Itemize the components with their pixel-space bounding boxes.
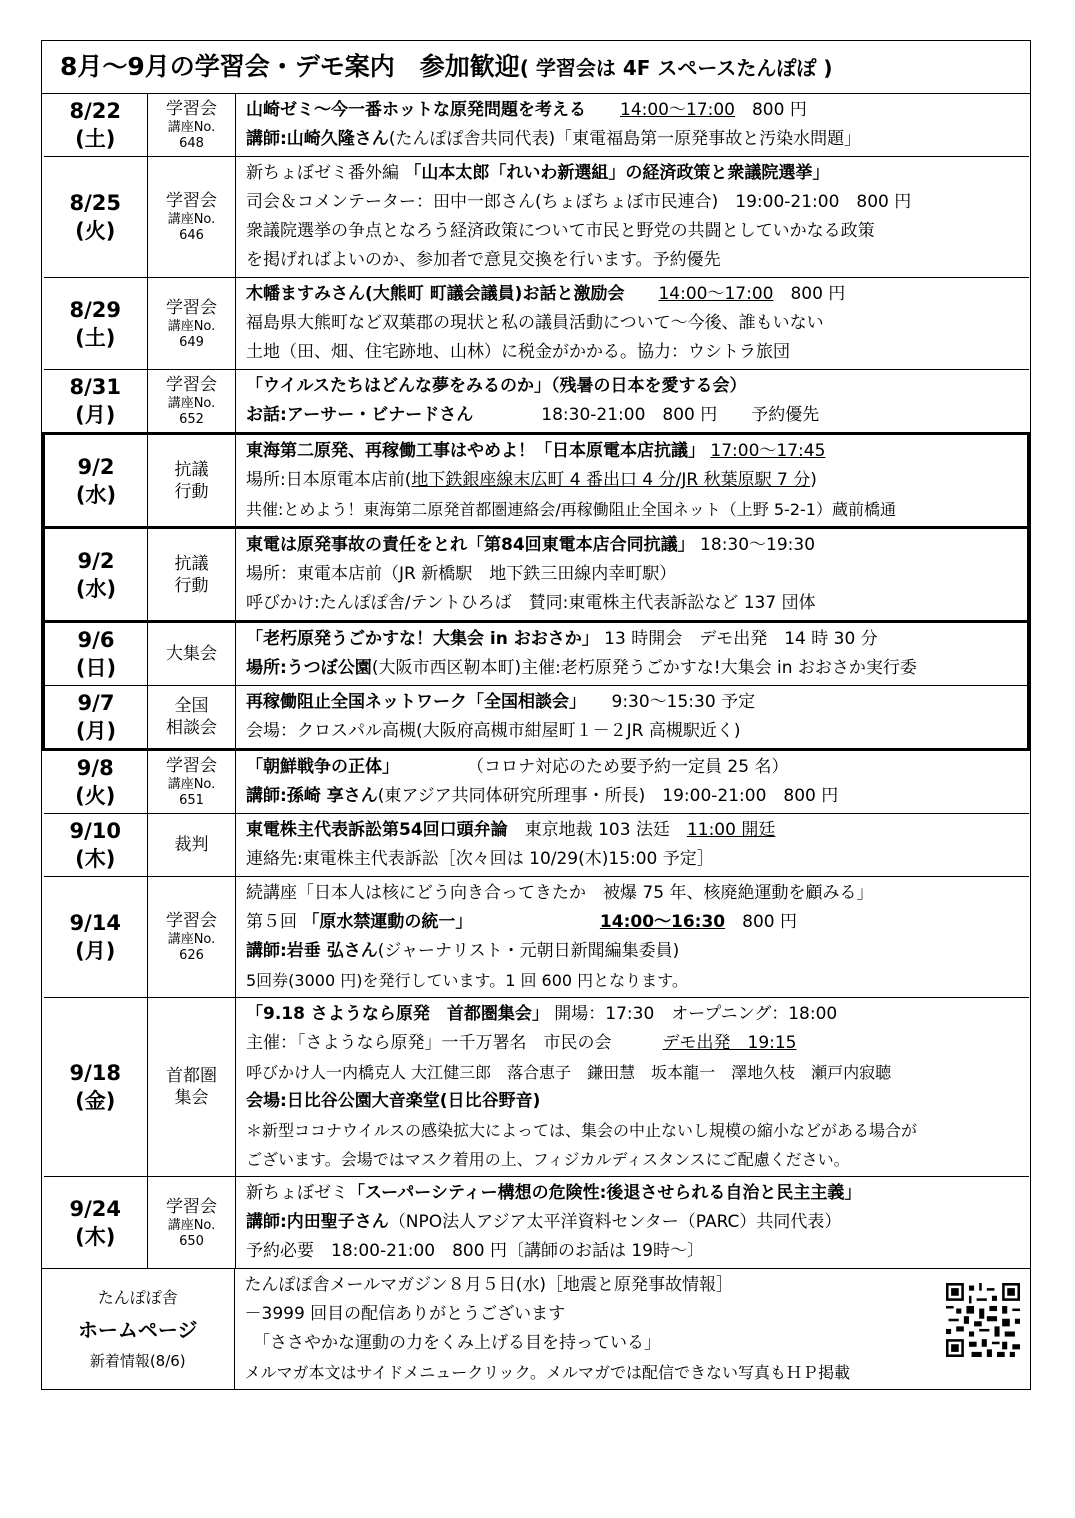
detail-text: 呼びかけ:たんぽぽ舎/テントひろば 賛同:東電株主代表訴訟など 137 団体 [246, 593, 816, 613]
day-of-week: (日) [75, 656, 117, 680]
detail-text: (ジャーナリスト・元朝日新聞編集委員) [377, 941, 680, 961]
detail-text: 地下鉄銀座線末広町 4 番出口 4 分/JR 秋葉原駅 7 分 [411, 470, 811, 490]
event-category [148, 750, 236, 814]
detail-text: 司会＆コメンテーター：田中一郎さん(ちょぼちょぼ市民連合) 19:00-21:00 800 円 [246, 192, 912, 212]
event-details [236, 877, 1029, 998]
detail-text: 講師:内田聖子さん [246, 1212, 389, 1232]
detail-text: 講師:山崎久隆さん [246, 129, 389, 149]
category-label: 学習会 [166, 99, 217, 119]
detail-text: 木幡ますみさん(大熊町 町議会議員)お話と激励会 [246, 284, 625, 304]
event-details [236, 998, 1029, 1177]
date-value: 9/6 [77, 628, 115, 652]
detail-text: (たんぽぽ舎共同代表)「東電福島第一原発事故と汚染水問題」 [388, 129, 862, 149]
detail-line [246, 1145, 1023, 1174]
day-of-week: (土) [75, 127, 116, 151]
event-row [44, 1177, 1029, 1269]
title-sub: ( 学習会は 4F スペースたんぽぽ ) [519, 56, 833, 80]
course-no: 648 [179, 136, 204, 151]
event-date [44, 877, 148, 998]
detail-text: 「朝鮮戦争の正体」 [246, 757, 391, 777]
event-category [148, 814, 236, 877]
event-category [148, 528, 236, 622]
day-of-week: (水) [75, 482, 117, 507]
course-no: 650 [179, 1233, 204, 1249]
event-category [148, 877, 236, 998]
event-date [44, 157, 148, 278]
detail-line [246, 1029, 1023, 1058]
detail-text: 9:30～15:30 予定 [577, 692, 756, 712]
course-no: 646 [179, 228, 204, 243]
event-details [236, 622, 1029, 686]
event-row [44, 814, 1029, 877]
detail-text: 「ウイルスたちはどんな夢をみるのか」（残暑の日本を愛する会） [246, 376, 747, 396]
detail-text: ) [810, 470, 817, 490]
detail-line [246, 1000, 1023, 1029]
event-details [236, 278, 1029, 370]
date-value: 9/2 [77, 548, 115, 573]
course-no-label: 講座No. [167, 932, 216, 947]
detail-text: 14:00～17:00 [620, 100, 735, 120]
detail-text: 17:00～17:45 [710, 441, 826, 461]
event-row [44, 434, 1029, 528]
event-date [44, 998, 148, 1177]
detail-text: 土地（田、畑、住宅跡地、山林）に税金がかかる。協力：ウシトラ旅団 [246, 342, 790, 362]
event-category [148, 686, 236, 750]
category-label: 裁判 [174, 835, 209, 855]
detail-line [246, 246, 1023, 275]
detail-line [246, 338, 1023, 367]
detail-line [246, 437, 1021, 466]
detail-text: 会場:日比谷公園大音楽堂(日比谷野音) [246, 1091, 541, 1111]
detail-text: 衆議院選挙の争点となろう経済政策について市民と野党の共闘としていかなる政策 [246, 221, 875, 241]
detail-text: 800 円 [725, 912, 797, 932]
day-of-week: (木) [75, 1224, 116, 1249]
event-details [236, 1177, 1029, 1269]
category-label: 全国 [174, 696, 209, 716]
event-category [148, 622, 236, 686]
detail-text: 「9.18 さようなら原発 首都圏集会」 [246, 1004, 549, 1024]
detail-line [246, 879, 1023, 908]
detail-text: 場所:うつぼ公園 [246, 658, 372, 678]
detail-text: 場所:日本原電本店前( [246, 470, 412, 490]
category-label-2: 相談会 [166, 718, 217, 738]
category-label: 学習会 [166, 756, 217, 776]
event-row [44, 750, 1029, 814]
detail-text: 山崎ゼミ～今一番ホットな原発問題を考える [246, 100, 586, 120]
detail-line [246, 560, 1021, 589]
event-details [236, 750, 1029, 814]
date-value: 9/8 [76, 756, 114, 780]
event-row [44, 528, 1029, 622]
detail-line [246, 782, 1023, 811]
detail-text: 開場：17:30 オープニング：18:00 [548, 1004, 838, 1024]
detail-text: (東アジア共同体研究所理事・所長) 19:00-21:00 800 円 [377, 786, 839, 806]
footer-news: 新着情報(8/6) [89, 1352, 186, 1370]
detail-line [246, 1179, 1023, 1208]
detail-line [246, 717, 1021, 746]
footer-table [42, 1268, 1030, 1389]
category-label: 学習会 [166, 375, 217, 395]
detail-text: 会場：クロスパル高槻(大阪府高槻市紺屋町１－２JR 高槻駅近く) [246, 721, 741, 741]
detail-text: 東電株主代表訴訟第54回口頭弁論 [246, 820, 508, 840]
course-no-label: 講座No. [167, 120, 216, 135]
mailmag-line: －3999 回目の配信ありがとうございます [244, 1304, 566, 1324]
detail-text: 続講座「日本人は核にどう向き合ってきたか 被爆 75 年、核廃絶運動を顧みる」 [246, 883, 874, 903]
course-no-label: 講座No. [167, 396, 216, 411]
category-label: 学習会 [166, 911, 217, 931]
day-of-week: (月) [75, 403, 116, 427]
mailmag-line: 「ささやかな運動の力をくみ上げる目を持っている」 [244, 1333, 661, 1353]
detail-line [246, 845, 1023, 874]
event-date [44, 686, 148, 750]
detail-text: 講師:岩垂 弘さん [246, 941, 378, 961]
event-date [44, 370, 148, 434]
detail-text: 800 円 [734, 100, 807, 120]
date-value: 9/18 [69, 1061, 121, 1085]
mailmag-line: たんぽぽ舎メールマガジン８月５日(水)［地震と原発事故情報］ [244, 1275, 733, 1295]
detail-text: 800 円 [773, 284, 846, 304]
detail-text: を掲げればよいのか、参加者で意見交換を行います。予約優先 [246, 250, 721, 270]
detail-text: 福島県大熊町など双葉郡の現状と私の議員活動について～今後、誰もいない [246, 313, 824, 333]
event-category [148, 434, 236, 528]
detail-text: 5回券(3000 円)を発行しています。1 回 600 円となります。 [246, 971, 688, 990]
date-value: 8/25 [69, 191, 121, 215]
course-no-label: 講座No. [167, 1217, 216, 1233]
event-details [236, 370, 1029, 434]
event-category [148, 1177, 236, 1269]
detail-text [586, 100, 620, 120]
detail-text: 呼びかけ人一内橋克人 大江健三郎 落合恵子 鎌田慧 坂本龍一 澤地久枝 瀬戸内寂聴 [246, 1063, 892, 1082]
detail-text: 「原水禁運動の統一」 [302, 912, 464, 932]
category-label: 学習会 [166, 191, 217, 211]
detail-text: 11:00 開廷 [686, 820, 776, 840]
date-value: 8/31 [69, 375, 121, 399]
course-no: 652 [179, 412, 204, 427]
detail-line [246, 1237, 1023, 1266]
event-row [44, 157, 1029, 278]
event-row [44, 622, 1029, 686]
category-label: 抗議 [174, 459, 209, 480]
day-of-week: (火) [75, 219, 116, 243]
detail-text: 再稼働阻止全国ネットワーク「全国相談会」 [246, 692, 578, 712]
category-label: 抗議 [174, 553, 209, 574]
homepage-box[interactable] [42, 1269, 234, 1390]
date-value: 8/22 [69, 99, 121, 123]
detail-text: 東電は原発事故の責任をとれ「第84回東電本店合同抗議」 [246, 535, 695, 555]
detail-text: 14:00～17:00 [658, 284, 774, 304]
title-main: 8月～9月の学習会・デモ案内 参加歓迎 [60, 52, 520, 81]
date-value: 9/10 [69, 819, 121, 843]
event-details [236, 686, 1029, 750]
detail-line [246, 96, 1023, 125]
detail-text: 新ちょぼゼミ番外編 [246, 163, 405, 183]
event-row [44, 877, 1029, 998]
detail-text: 主催：「さようなら原発」一千万署名 市民の会 [246, 1033, 663, 1053]
detail-line [246, 401, 1023, 430]
detail-line [246, 531, 1021, 560]
course-no-label: 講座No. [167, 777, 216, 792]
detail-text: ＊新型ココナウイルスの感染拡大によっては、集会の中止ないし規模の縮小などがある場合が [246, 1121, 918, 1140]
category-label: 大集会 [166, 644, 217, 664]
event-details [236, 434, 1029, 528]
day-of-week: (金) [75, 1089, 116, 1113]
detail-text: 13 時開会 デモ出発 14 時 30 分 [598, 629, 878, 649]
detail-text: 共催:とめよう！東海第二原発首都圏連絡会/再稼働阻止全国ネット（上野 5-2-1）蔵前橋通 [246, 500, 896, 519]
detail-text: （コロナ対応のため要予約一定員 25 名） [390, 757, 789, 777]
detail-text: 連絡先:東電株主代表訴訟［次々回は 10/29(木)15:00 予定］ [246, 849, 714, 869]
event-date [44, 750, 148, 814]
event-date [44, 528, 148, 622]
detail-line [246, 937, 1023, 966]
detail-line [246, 495, 1021, 524]
detail-text: 14:00～16:30 [599, 912, 726, 932]
event-row [44, 686, 1029, 750]
event-category [148, 94, 236, 157]
detail-text: お話:アーサー・ビナードさん [246, 405, 474, 425]
mailmag-line: メルマガ本文はサイドメニュークリック。メルマガでは配信できない写真もＨＰ掲載 [244, 1363, 850, 1382]
detail-line [246, 1208, 1023, 1237]
detail-line [246, 654, 1021, 683]
day-of-week: (月) [75, 719, 117, 743]
detail-line [246, 589, 1021, 618]
detail-line [246, 753, 1023, 782]
detail-text: 「山本太郎「れいわ新選組」の経済政策と衆議院選挙」 [404, 163, 830, 183]
date-value: 8/29 [69, 297, 121, 322]
footer-org: たんぽぽ舎 [97, 1288, 178, 1307]
event-category [148, 157, 236, 278]
event-date [44, 1177, 148, 1269]
course-no: 651 [179, 793, 204, 808]
course-no: 626 [179, 948, 204, 963]
detail-line [246, 372, 1023, 401]
course-no-label: 講座No. [167, 212, 216, 227]
detail-line [246, 1087, 1023, 1116]
detail-line [246, 688, 1021, 717]
category-label: 学習会 [166, 1196, 217, 1217]
detail-text: 「スーパーシティー構想の危険性:後退させられる自治と民主主義」 [348, 1183, 862, 1203]
detail-text: (大阪市西区靭本町)主催:老朽原発うごかすな!大集会 in おおさか実行委 [371, 658, 917, 678]
detail-line [246, 159, 1023, 188]
event-details [236, 814, 1029, 877]
detail-text [464, 912, 600, 932]
detail-text: 講師:孫崎 享さん [246, 786, 378, 806]
detail-line [246, 1058, 1023, 1087]
detail-line [246, 309, 1023, 338]
detail-line [246, 908, 1023, 937]
detail-line [246, 816, 1023, 845]
date-value: 9/7 [77, 691, 115, 715]
event-row [44, 998, 1029, 1177]
mailmag-box [234, 1269, 1030, 1390]
event-category [148, 370, 236, 434]
category-label: 首都圏 [166, 1066, 217, 1086]
event-date [44, 814, 148, 877]
event-row [44, 370, 1029, 434]
detail-text: 「老朽原発うごかすな！大集会 in おおさか」 [246, 629, 599, 649]
detail-text: 場所：東電本店前（JR 新橋駅 地下鉄三田線内幸町駅） [246, 564, 677, 584]
qr-code-icon[interactable] [946, 1283, 1020, 1357]
detail-line [246, 125, 1023, 154]
detail-line [246, 280, 1023, 309]
detail-text: 東海第二原発、再稼働工事はやめよ！「日本原電本店抗議」 [246, 441, 705, 461]
event-date [44, 94, 148, 157]
day-of-week: (水) [75, 576, 117, 601]
event-details [236, 94, 1029, 157]
detail-text: （NPO法人アジア太平洋資料センター（PARC）共同代表） [388, 1212, 842, 1232]
detail-text [624, 284, 658, 304]
detail-line [246, 188, 1023, 217]
event-date [44, 434, 148, 528]
category-label-2: 集会 [174, 1088, 209, 1108]
event-row [44, 278, 1029, 370]
event-details [236, 528, 1029, 622]
category-label-2: 行動 [174, 575, 209, 596]
detail-text: 18:30～19:30 [694, 535, 816, 555]
event-category [148, 998, 236, 1177]
detail-text: 東京地裁 103 法廷 [507, 820, 687, 840]
detail-text: ございます。会場ではマスク着用の上、フィジカルディスタンスにご配慮ください。 [246, 1150, 850, 1169]
course-no: 649 [179, 334, 204, 350]
date-value: 9/2 [77, 454, 115, 479]
detail-text: 新ちょぼゼミ [246, 1183, 348, 1203]
detail-text: 予約必要 18:00-21:00 800 円〔講師のお話は 19時～〕 [246, 1241, 705, 1261]
event-schedule-sheet [41, 40, 1031, 1390]
event-date [44, 278, 148, 370]
detail-text: 18:30-21:00 800 円 予約優先 [473, 405, 820, 425]
date-value: 9/24 [69, 1196, 121, 1221]
day-of-week: (火) [75, 784, 116, 808]
detail-line [246, 466, 1021, 495]
event-table [42, 94, 1030, 1268]
day-of-week: (木) [75, 847, 116, 871]
date-value: 9/14 [69, 911, 121, 935]
event-category [148, 278, 236, 370]
detail-line [246, 1116, 1023, 1145]
detail-text: デモ出発 19:15 [662, 1033, 797, 1053]
detail-line [246, 966, 1023, 995]
day-of-week: (土) [75, 325, 116, 350]
course-no-label: 講座No. [167, 318, 216, 334]
category-label-2: 行動 [174, 481, 209, 502]
day-of-week: (月) [75, 939, 116, 963]
detail-line [246, 625, 1021, 654]
event-row [44, 94, 1029, 157]
category-label: 学習会 [166, 297, 217, 318]
page-title [42, 41, 1030, 94]
detail-text: 第５回 [246, 912, 303, 932]
detail-line [246, 217, 1023, 246]
homepage-link[interactable]: ホームページ [77, 1318, 198, 1342]
event-details [236, 157, 1029, 278]
event-date [44, 622, 148, 686]
